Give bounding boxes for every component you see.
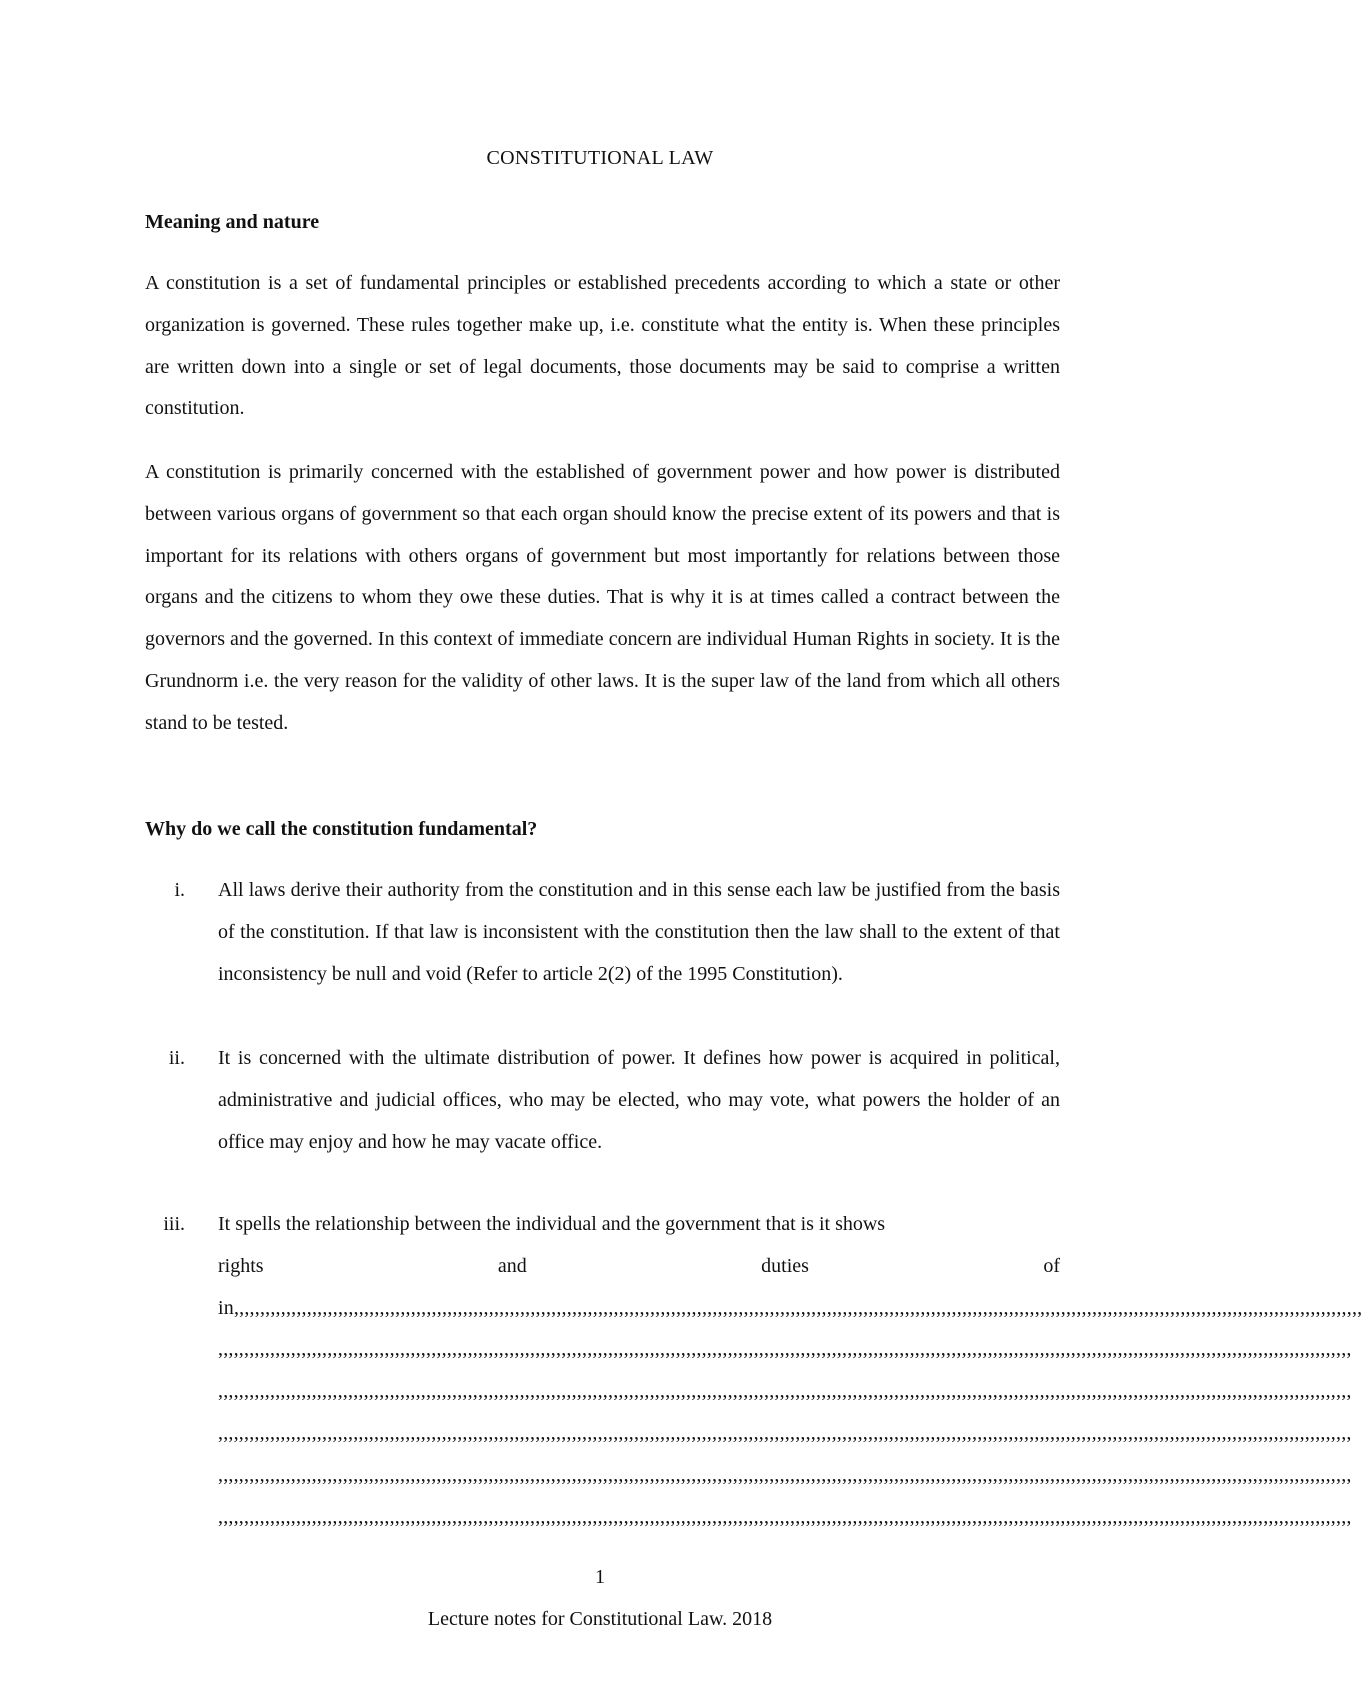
word: and <box>497 1254 527 1277</box>
list-item-line: It spells the relationship between the individual and the government that is it shows <box>218 1213 886 1235</box>
list-number: ii. <box>168 1047 185 1069</box>
comma-filler-line: ,,,,,,,,,,,,,,,,,,,,,,,,,,,,,,,,,,,,,,,,,,,,,,,,,,,,,,,,,,,,,,,,,,,,,,,,,,,,,,,,,,,,,,,,,,,,,,,,,,,,,,,,,,,,,,,,,,,,,,,,,,,,,,,,,,,,,,,,,,,,,,,,,,,,,,,,,,,,,,,,,,,,,,,,,,,,,,,,,,,,,,,,,,,,,,,,,,,,,,,,,,,,,,,,,,,,,,,,,, <box>218 1505 1352 1528</box>
word: duties <box>761 1254 809 1277</box>
list-number: i. <box>174 879 185 901</box>
section-heading-meaning: Meaning and nature <box>145 211 320 233</box>
page-number: 1 <box>595 1566 605 1588</box>
paragraph-1: A constitution is a set of fundamental principles or established precedents according to which a state or other organization is governed. These rules together make up, i.e. constitute what the entity is. When these principles are written down into a single or set of legal documents, those documents may be said to comprise a written constitution. <box>145 272 1060 420</box>
comma-filler-line: ,,,,,,,,,,,,,,,,,,,,,,,,,,,,,,,,,,,,,,,,,,,,,,,,,,,,,,,,,,,,,,,,,,,,,,,,,,,,,,,,,,,,,,,,,,,,,,,,,,,,,,,,,,,,,,,,,,,,,,,,,,,,,,,,,,,,,,,,,,,,,,,,,,,,,,,,,,,,,,,,,,,,,,,,,,,,,,,,,,,,,,,,,,,,,,,,,,,,,,,,,,,,,,,,,,,,,,,,,, <box>218 1463 1352 1486</box>
comma-filler-line: ,,,,,,,,,,,,,,,,,,,,,,,,,,,,,,,,,,,,,,,,,,,,,,,,,,,,,,,,,,,,,,,,,,,,,,,,,,,,,,,,,,,,,,,,,,,,,,,,,,,,,,,,,,,,,,,,,,,,,,,,,,,,,,,,,,,,,,,,,,,,,,,,,,,,,,,,,,,,,,,,,,,,,,,,,,,,,,,,,,,,,,,,,,,,,,,,,,,,,,,,,,,,,,,,,,,,,,,,,, <box>218 1380 1352 1403</box>
word: of <box>1043 1254 1060 1277</box>
comma-filler-line: ,,,,,,,,,,,,,,,,,,,,,,,,,,,,,,,,,,,,,,,,,,,,,,,,,,,,,,,,,,,,,,,,,,,,,,,,,,,,,,,,,,,,,,,,,,,,,,,,,,,,,,,,,,,,,,,,,,,,,,,,,,,,,,,,,,,,,,,,,,,,,,,,,,,,,,,,,,,,,,,,,,,,,,,,,,,,,,,,,,,,,,,,,,,,,,,,,,,,,,,,,,,,,,,,,,,,,,,,,, <box>218 1421 1352 1444</box>
list-item-text: All laws derive their authority from the constitution and in this sense each law be justified from the basis of the constitution. If that law is inconsistent with the constitution then the law shall to the extent of that inconsistency be null and void (Refer to article 2(2) of the 1995 Constitution). <box>218 879 1060 985</box>
list-item-text: It is concerned with the ultimate distribution of power. It defines how power is acquired in political, administrative and judicial offices, who may be elected, who may vote, what powers the holder of an office may enjoy and how he may vacate office. <box>218 1047 1060 1153</box>
paragraph-2: A constitution is primarily concerned with the established of government power and how power is distributed between various organs of government so that each organ should know the precise extent of its powers and that is important for its relations with others organs of government but most importantly for relations between those organs and the citizens to whom they owe these duties. That is why it is at times called a contract between the governors and the governed. In this context of immediate concern are individual Human Rights in society. It is the Grundnorm i.e. the very reason for the validity of other laws. It is the super law of the land from which all others stand to be tested. <box>145 461 1060 734</box>
list-item-text <box>218 1204 1362 1538</box>
list-number: iii. <box>163 1213 185 1235</box>
section-heading-fundamental: Why do we call the constitution fundamental? <box>145 818 538 840</box>
comma-filler-line: in,,,,,,,,,,,,,,,,,,,,,,,,,,,,,,,,,,,,,,,,,,,,,,,,,,,,,,,,,,,,,,,,,,,,,,,,,,,,,,,,,,,,,,,,,,,,,,,,,,,,,,,,,,,,,,,,,,,,,,,,,,,,,,,,,,,,,,,,,,,,,,,,,,,,,,,,,,,,,,,,,,,,,,,,,,,,,,,,,,,,,,,,,,,,,,,,,,,,,,,,,,,,,,,,,,,,,,,,, <box>218 1296 1362 1319</box>
justified-line <box>218 1246 1060 1288</box>
word: rights <box>218 1254 264 1277</box>
page-footer: Lecture notes for Constitutional Law. 2018 <box>427 1608 773 1630</box>
comma-filler-line: ,,,,,,,,,,,,,,,,,,,,,,,,,,,,,,,,,,,,,,,,,,,,,,,,,,,,,,,,,,,,,,,,,,,,,,,,,,,,,,,,,,,,,,,,,,,,,,,,,,,,,,,,,,,,,,,,,,,,,,,,,,,,,,,,,,,,,,,,,,,,,,,,,,,,,,,,,,,,,,,,,,,,,,,,,,,,,,,,,,,,,,,,,,,,,,,,,,,,,,,,,,,,,,,,,,,,,,,,,, <box>218 1338 1352 1361</box>
document-title: CONSTITUTIONAL LAW <box>486 147 714 169</box>
